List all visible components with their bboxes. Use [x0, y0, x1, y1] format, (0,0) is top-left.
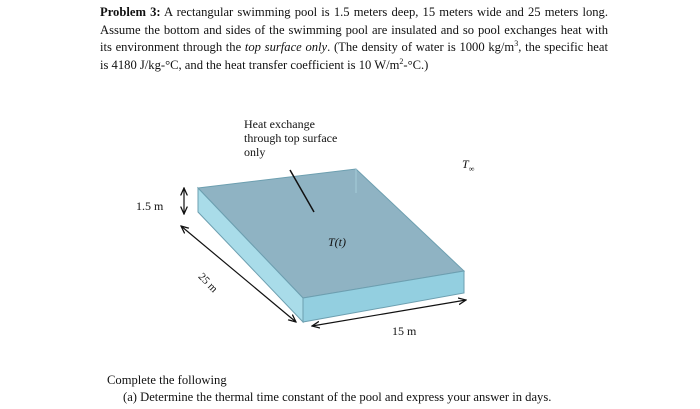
problem-text-2: . (The density of water is 1000 kg/m [327, 40, 515, 55]
ambient-temperature-label [462, 157, 474, 176]
density-exponent: 3 [514, 39, 519, 48]
tasks-section [107, 372, 551, 406]
task-item-a: (a) Determine the thermal time constant of the pool and express your answer in days. [123, 390, 552, 404]
length-label: 25 m [195, 270, 220, 296]
ambient-subscript: ∞ [468, 164, 475, 174]
tasks-intro: Complete the following [107, 373, 227, 387]
problem-text-4: -°C.) [403, 57, 429, 72]
water-temperature-label: T(t) [328, 235, 346, 249]
problem-emphasis: top surface only [244, 40, 328, 55]
heat-exchange-label: Heat exchange through top surface only [244, 117, 338, 159]
problem-text-3: , the specific heat is 4180 J/kg-°C, and the heat transfer coefficient is 10 W/m [100, 40, 608, 72]
problem-heading: Problem 3: [100, 5, 161, 19]
problem-text-1: A rectangular swimming pool is 1.5 meters deep, 15 meters wide and 25 meters long. Assume the bottom and sides of the swimming pool are insulated and so pool exchanges heat with its environment through the [100, 5, 609, 55]
ambient-symbol: T [462, 157, 469, 171]
area-exponent: 2 [399, 56, 404, 66]
width-label: 15 m [392, 324, 417, 338]
depth-label: 1.5 m [136, 199, 164, 213]
